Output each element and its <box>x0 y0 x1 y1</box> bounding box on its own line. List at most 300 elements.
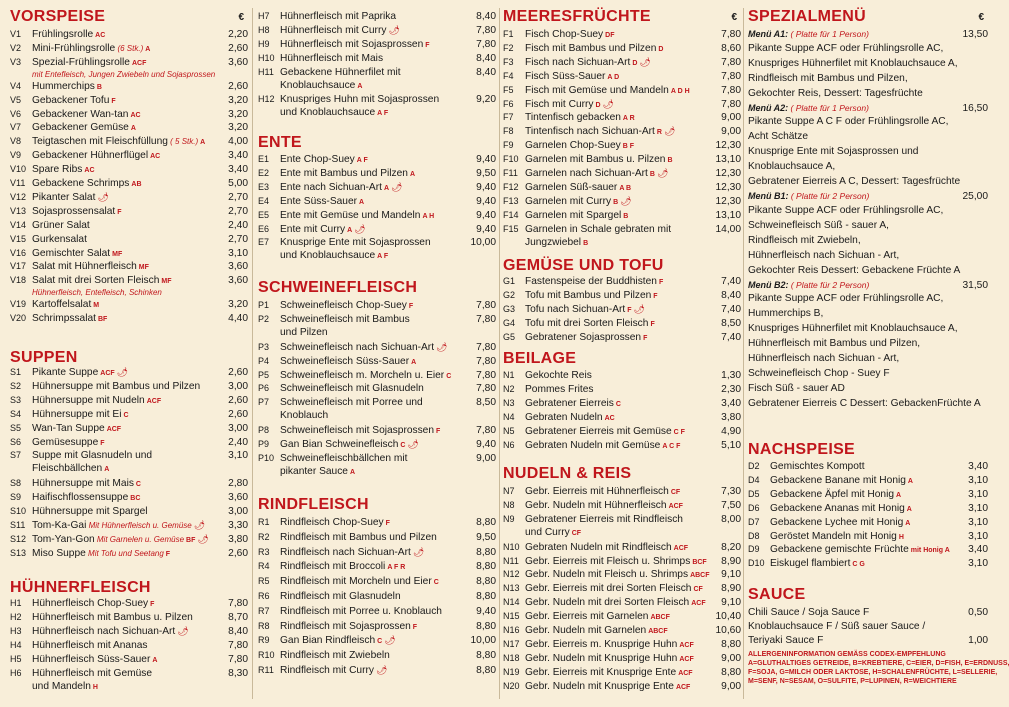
item-price: 3,40 <box>968 544 988 556</box>
allergen-code: A R <box>622 115 635 123</box>
item-name: Hühnersuppe mit Spargel <box>32 506 148 517</box>
item-price: 3,10 <box>968 502 988 514</box>
item-code: G1 <box>503 276 516 286</box>
allergen-code: ACF <box>146 397 162 405</box>
allergen-code: F <box>627 306 632 314</box>
allergen-code: A C F <box>662 442 681 450</box>
menu-column <box>258 0 496 707</box>
item-code: S13 <box>10 547 27 558</box>
item-name: Schrimpssalat BF <box>32 313 108 325</box>
item-price: 8,80 <box>721 666 741 678</box>
item-price: 7,80 <box>228 639 248 651</box>
menu-set-header: Menü B1: ( Platte für 2 Person) 25,00 <box>748 191 988 203</box>
item-name: Tom-Ka-Gai Mit Hühnerfleisch u. Gemüse 🌶 <box>32 519 206 531</box>
item-note: ( 5 Stk.) <box>167 137 199 147</box>
item-name: Gebr. Nudeln mit Knusprige Ente ACF <box>525 680 691 692</box>
allergen-code: B F <box>622 143 634 151</box>
menu-set-line: Knoblauchsauce A, <box>748 161 836 173</box>
item-name: Teigtaschen mit Fleischfüllung ( 5 Stk.) A <box>32 136 206 148</box>
menu-set-line: Rindfleisch mit Bambus und Pilzen, <box>748 72 908 84</box>
item-code: N14 <box>503 597 520 608</box>
item-name: Hühnerfleisch Süss-Sauer A <box>32 653 158 665</box>
item-code: S7 <box>10 450 22 461</box>
sauce-line: Knoblauchsauce F / Süß sauer Sauce / <box>748 621 926 632</box>
allergen-code: F <box>658 279 664 286</box>
item-price: 7,80 <box>476 341 496 353</box>
item-name: Schweinefleischbällchen mit pikanter Sauce A <box>280 452 408 477</box>
item-name: Salat mit drei Sorten Fleisch MF <box>32 275 172 287</box>
menu-set-line: Hühnerfleisch nach Sichuan - Art, <box>748 249 900 261</box>
item-price: 13,10 <box>715 154 741 166</box>
item-code: H3 <box>10 625 22 636</box>
allergen-code: AC <box>84 167 95 175</box>
allergen-code: C <box>446 372 452 380</box>
item-name: Hühnersuppe mit Nudeln ACF <box>32 394 162 406</box>
item-code: N17 <box>503 638 520 649</box>
item-code: V13 <box>10 205 27 216</box>
item-price: 7,80 <box>721 98 741 110</box>
allergen-code: CF <box>693 586 703 594</box>
item-name: Haifischflossensuppe BC <box>32 492 141 504</box>
item-price: 3,10 <box>968 558 988 570</box>
allergen-code: A <box>104 466 110 474</box>
item-price: 8,80 <box>476 591 496 602</box>
allergen-code: M <box>93 302 100 310</box>
column-divider <box>252 8 253 699</box>
menu-set-line: Knusprige Ente mit Sojasprossen und <box>748 146 919 158</box>
allergen-code: A F <box>356 157 368 164</box>
section-title: ENTE <box>258 134 302 151</box>
item-name: Hühnersuppe mit Ei C <box>32 408 129 420</box>
item-code: S10 <box>10 506 27 516</box>
chili-icon: 🌶 <box>633 303 645 314</box>
item-price: 2,40 <box>228 436 248 448</box>
item-code: V5 <box>10 94 22 105</box>
allergen-code: A <box>145 45 151 53</box>
item-code: D10 <box>748 558 765 569</box>
item-price: 2,70 <box>228 205 248 217</box>
item-name: Gan Bian Rindfleisch C 🌶 <box>280 635 396 647</box>
item-code: H5 <box>10 653 22 664</box>
item-name: Gebr. Nudeln mit Fleisch u. Shrimps ABCF <box>525 569 710 581</box>
allergen-code: F <box>412 623 418 631</box>
allergen-code: F <box>436 428 441 436</box>
allergen-code: C <box>433 579 439 587</box>
item-price: 3,10 <box>968 488 988 500</box>
section-title: NUDELN & REIS <box>503 465 632 482</box>
item-code: S5 <box>10 422 22 433</box>
item-name: Fisch Chop-Suey DF <box>525 29 615 40</box>
item-code: S1 <box>10 367 22 377</box>
menu-set-line: Knuspriges Hühnerfilet mit Knoblauchsauce A, <box>748 57 958 69</box>
item-name: Geröstet Mandeln mit Honig H <box>770 530 904 542</box>
item-code: H12 <box>258 94 275 105</box>
menu-set-line: Pikante Suppe ACF oder Frühlingsrolle AC, <box>748 293 944 305</box>
item-code: P5 <box>258 369 270 380</box>
menu-set-line: Gekochter Reis, Dessert: Tagesfrüchte <box>748 87 923 99</box>
allergen-code: DF <box>605 32 615 39</box>
allergen-code: A D H <box>670 87 690 95</box>
allergen-info: A=GLUTHALTIGES GETREIDE, B=KREBTIERE, C=EIER, D=FISH, E=ERDNUSS, <box>748 660 1009 667</box>
chili-icon: 🌶 <box>193 519 206 530</box>
item-price: 3,60 <box>228 56 248 68</box>
item-name: Gebackene Schrimps AB <box>32 178 142 189</box>
item-name: Garnelen Chop-Suey B F <box>525 140 634 152</box>
item-name: Gebr. Eierreis mit Fleisch u. Shrimps BCF <box>525 555 707 567</box>
item-code: V7 <box>10 122 22 133</box>
sauce-line: Chili Sauce / Soja Sauce F 0,50 <box>748 607 988 618</box>
item-name: Knuspriges Huhn mit Sojasprossen und Knoblauchsauce A F <box>280 94 440 119</box>
item-name: Rindfleisch mit Broccoli A F R <box>280 561 406 573</box>
menu-set-line: Pikante Suppe ACF oder Frühlingsrolle AC, <box>748 42 944 54</box>
item-name: Spezial-Frühlingsrolle ACF <box>32 56 147 68</box>
allergen-code: D <box>632 59 638 67</box>
item-code: G4 <box>503 317 516 328</box>
item-name: Hühnerfleisch mit Paprika <box>280 11 397 22</box>
allergen-code: R <box>656 129 662 137</box>
item-code: H7 <box>258 11 270 21</box>
item-name: Rindfleisch mit Morcheln und Eier C <box>280 576 439 588</box>
item-name: Rindfleisch mit Sojasprossen F <box>280 620 418 632</box>
item-name: Garnelen mit Spargel B <box>525 209 629 221</box>
item-price: 10,40 <box>715 611 741 623</box>
item-name: Gebackene Äpfel mit Honig A <box>770 488 902 500</box>
item-code: S9 <box>10 492 22 503</box>
item-price: 7,50 <box>721 499 741 511</box>
item-price: 13,10 <box>715 209 741 221</box>
item-name: Hühnerfleisch mit Gemüse und Mandeln H <box>32 667 153 692</box>
allergen-code: B <box>96 83 102 91</box>
item-code: R9 <box>258 635 270 646</box>
item-price: 8,60 <box>721 42 741 54</box>
item-code: R4 <box>258 561 270 572</box>
menu-set-line: Rindfleisch mit Zwiebeln, <box>748 234 861 246</box>
allergen-code: H <box>92 683 98 691</box>
item-name: Gekochte Reis <box>525 370 592 381</box>
allergen-code: MF <box>112 250 123 258</box>
item-name: Fisch mit Curry D 🌶 <box>525 98 614 110</box>
item-code: V17 <box>10 261 27 272</box>
allergen-code: A <box>347 226 353 234</box>
item-code: V15 <box>10 233 27 244</box>
item-price: 8,20 <box>721 541 741 553</box>
item-price: 12,30 <box>715 140 741 152</box>
item-code: D4 <box>748 474 760 485</box>
item-code: F13 <box>503 195 519 206</box>
item-code: F1 <box>503 29 514 39</box>
item-price: 7,80 <box>476 313 496 325</box>
item-name: Tintenfisch gebacken A R <box>525 112 635 124</box>
allergen-code: MF <box>161 278 172 286</box>
item-code: N7 <box>503 486 515 496</box>
item-price: 3,10 <box>968 516 988 528</box>
chili-icon: 🌶 <box>375 665 388 675</box>
allergen-code: B <box>583 239 589 247</box>
item-price: 8,40 <box>476 66 496 78</box>
item-price: 2,20 <box>228 29 248 40</box>
menu-set-line: Gekochter Reis Dessert: Gebackene Früchte A <box>748 264 961 276</box>
item-price: 2,60 <box>228 42 248 54</box>
item-price: 3,20 <box>228 94 248 106</box>
item-price: 9,40 <box>476 605 496 617</box>
item-code: N20 <box>503 680 520 691</box>
section-title: SAUCE <box>748 586 806 603</box>
item-price: 8,80 <box>721 638 741 650</box>
allergen-code: F <box>650 320 655 328</box>
allergen-code: C <box>135 481 141 489</box>
item-name: Hühnerfleisch mit Curry 🌶 <box>280 24 400 36</box>
item-price: 8,50 <box>476 397 496 409</box>
item-name: Rindfleisch mit Zwiebeln <box>280 650 390 662</box>
item-price: 14,00 <box>715 223 741 235</box>
item-price: 8,80 <box>476 620 496 632</box>
chili-icon: 🌶 <box>116 367 129 377</box>
item-code: P10 <box>258 452 275 463</box>
column-divider <box>499 8 500 699</box>
allergen-code: A <box>409 170 416 178</box>
item-price: 3,40 <box>228 150 248 162</box>
chili-icon: 🌶 <box>407 439 419 449</box>
item-price: 2,60 <box>228 394 248 406</box>
item-price: 7,80 <box>721 70 741 82</box>
item-code: P2 <box>258 313 270 324</box>
item-price: 7,80 <box>476 24 496 36</box>
item-name: Sojasprossensalat F <box>32 205 122 217</box>
item-name: Gebackene Lychee mit Honig A <box>770 516 911 528</box>
item-price: 7,80 <box>476 38 496 50</box>
item-price: 7,40 <box>721 303 741 315</box>
allergen-code: A <box>907 477 913 485</box>
item-price: 2,40 <box>228 219 248 231</box>
item-price: 9,40 <box>476 181 496 193</box>
item-name: Garnelen mit Bambus u. Pilzen B <box>525 154 673 166</box>
item-price: 10,00 <box>470 237 496 249</box>
item-name: Rindfleisch mit Porree u. Knoblauch <box>280 605 442 617</box>
item-name: Schweinefleisch m. Morcheln u. Eier C <box>280 369 452 381</box>
item-price: 4,40 <box>228 313 248 325</box>
allergen-code: AB <box>131 181 142 188</box>
item-name: Gebr. Eierreis mit Knusprige Ente ACF <box>525 666 693 678</box>
item-code: D9 <box>748 544 760 555</box>
item-code: R1 <box>258 517 270 527</box>
item-code: H2 <box>10 611 22 622</box>
chili-icon: 🌶 <box>663 126 676 137</box>
item-code: E6 <box>258 223 270 234</box>
item-name: Gebr. Nudeln mit Hühnerfleisch ACF <box>525 499 683 511</box>
item-code: N2 <box>503 383 515 394</box>
item-code: H8 <box>258 24 270 35</box>
chili-icon: 🌶 <box>177 625 189 636</box>
allergen-code: B <box>613 198 619 206</box>
item-name: Schweinefleisch Chop-Suey F <box>280 300 414 311</box>
item-code: N9 <box>503 513 515 524</box>
item-code: G2 <box>503 289 516 300</box>
item-price: 3,80 <box>228 533 248 545</box>
item-price: 3,00 <box>228 422 248 434</box>
allergen-code: D <box>658 45 664 53</box>
item-code: F15 <box>503 223 519 234</box>
menu-set-line: Pikante Suppe A C F oder Frühlingsrolle AC, <box>748 116 949 128</box>
allergen-code: C G <box>852 561 865 569</box>
item-code: P7 <box>258 397 270 408</box>
item-name: Tofu mit Bambus und Pilzen F <box>525 289 658 301</box>
allergen-code: F <box>653 292 658 300</box>
item-code: S4 <box>10 408 22 419</box>
item-price: 3,10 <box>228 450 248 462</box>
chili-icon: 🌶 <box>97 191 109 202</box>
item-name: Wan-Tan Suppe ACF <box>32 422 122 434</box>
item-code: H10 <box>258 52 275 63</box>
allergen-code: F <box>425 41 430 49</box>
section-title: SUPPEN <box>10 349 78 366</box>
item-code: P9 <box>258 439 270 449</box>
item-price: 8,90 <box>721 555 741 567</box>
allergen-code: AC <box>130 111 141 119</box>
item-code: V16 <box>10 247 27 258</box>
item-note: (6 Stk.) <box>115 43 144 53</box>
item-code: D2 <box>748 461 760 471</box>
item-price: 3,60 <box>228 261 248 273</box>
item-price: 7,80 <box>721 84 741 96</box>
allergen-code: A H <box>422 212 435 220</box>
item-name: Gebraten Nudeln AC <box>525 411 615 423</box>
item-price: 4,90 <box>721 425 741 437</box>
item-name: Schweinefleisch mit Glasnudeln <box>280 383 424 395</box>
allergen-code: C <box>123 411 129 419</box>
item-code: S2 <box>10 380 22 391</box>
menu-set-line: Acht Schätze <box>748 131 809 143</box>
item-name: Garnelen nach Sichuan-Art B 🌶 <box>525 168 669 179</box>
section-title: SCHWEINEFLEISCH <box>258 279 418 296</box>
item-name: Rindfleisch nach Sichuan-Art 🌶 <box>280 546 425 558</box>
item-code: D5 <box>748 488 760 499</box>
item-price: 3,20 <box>228 108 248 120</box>
item-code: N10 <box>503 541 520 552</box>
item-price: 4,00 <box>228 136 248 148</box>
item-price: 2,70 <box>228 191 248 203</box>
item-code: H11 <box>258 66 274 77</box>
allergen-code: ABCF <box>690 572 710 580</box>
item-code: V6 <box>10 108 22 119</box>
menu-set-line: Hühnerfleisch nach Sichuan - Art, <box>748 353 900 365</box>
item-price: 9,40 <box>476 209 496 221</box>
item-price: 3,20 <box>228 299 248 311</box>
item-code: N4 <box>503 411 515 422</box>
item-code: V12 <box>10 191 27 202</box>
item-price: 3,10 <box>228 247 248 259</box>
item-code: H6 <box>10 667 22 678</box>
currency-symbol: € <box>978 12 984 23</box>
item-price: 10,60 <box>715 625 741 636</box>
chili-icon: 🌶 <box>354 223 366 234</box>
menu-set-line: Fisch Süß - sauer AD <box>748 383 845 395</box>
item-price: 8,30 <box>228 667 248 679</box>
item-code: E2 <box>258 167 270 178</box>
item-code: N13 <box>503 583 520 594</box>
item-price: 5,00 <box>228 178 248 189</box>
item-name: Ente nach Sichuan-Art A 🌶 <box>280 181 403 193</box>
item-name: Hühnersuppe mit Mais C <box>32 478 141 490</box>
item-code: S12 <box>10 533 27 544</box>
item-code: V9 <box>10 150 22 161</box>
item-name: Gemüsesuppe F <box>32 436 105 448</box>
allergen-code: A <box>130 125 136 133</box>
item-code: N6 <box>503 439 515 450</box>
item-price: 8,80 <box>476 650 496 662</box>
item-code: P6 <box>258 383 270 394</box>
allergen-code: F <box>643 334 648 342</box>
item-price: 2,60 <box>228 408 248 420</box>
section-title: BEILAGE <box>503 350 577 367</box>
allergen-info: F=SOJA, G=MILCH ODER LAKTOSE, H=SCHALENFRÜCHTE, L=SELLERIE, <box>748 669 998 676</box>
item-code: H4 <box>10 639 22 650</box>
item-code: V11 <box>10 178 26 188</box>
item-name: Ente mit Curry A 🌶 <box>280 223 366 235</box>
item-name: Gebackener Tofu F <box>32 94 116 106</box>
item-price: 8,40 <box>476 52 496 64</box>
chili-icon: 🌶 <box>602 98 614 109</box>
item-name: Frühlingsrolle AC <box>32 29 106 40</box>
item-name: Rindfleisch mit Glasnudeln <box>280 591 401 602</box>
allergen-code: A F R <box>387 564 406 572</box>
allergen-code: A <box>200 139 206 147</box>
item-price: 9,20 <box>476 94 496 106</box>
item-name: Pikante Suppe ACF 🌶 <box>32 367 129 378</box>
item-note: Mit Hühnerfleisch u. Gemüse <box>86 520 192 530</box>
item-code: N1 <box>503 370 515 380</box>
item-code: S3 <box>10 394 22 405</box>
item-price: 9,10 <box>721 597 741 609</box>
item-code: R5 <box>258 576 270 587</box>
item-price: 3,00 <box>228 380 248 392</box>
item-price: 3,40 <box>228 164 248 176</box>
item-price: 7,30 <box>721 486 741 497</box>
item-code: R11 <box>258 665 274 675</box>
item-name: Gemischtes Kompott <box>770 461 865 472</box>
item-price: 9,50 <box>476 531 496 543</box>
item-code: N5 <box>503 425 515 436</box>
item-code: V8 <box>10 136 22 147</box>
menu-set-line: Schweinefleisch Chop - Suey F <box>748 368 890 380</box>
allergen-info: M=SENF, N=SESAM, O=SULFITE, P=LUPINEN, R=WEICHTIERE <box>748 678 957 685</box>
item-price: 8,70 <box>228 611 248 623</box>
item-price: 7,40 <box>721 276 741 287</box>
item-code: R6 <box>258 591 270 601</box>
section-title: SPEZIALMENÜ <box>748 8 866 25</box>
item-code: F5 <box>503 84 514 95</box>
item-price: 3,60 <box>228 492 248 504</box>
item-price: 8,00 <box>721 513 741 525</box>
item-code: N19 <box>503 666 520 677</box>
chili-icon: 🌶 <box>197 533 209 544</box>
allergen-code: ACF <box>679 655 694 663</box>
menu-set-header: Menü B2: ( Platte für 2 Person) 31,50 <box>748 279 988 291</box>
allergen-code: A B <box>619 184 632 192</box>
allergen-code: ACF <box>100 370 115 377</box>
item-code: G5 <box>503 331 516 342</box>
item-name: Hühnersuppe mit Bambus und Pilzen <box>32 380 201 392</box>
allergen-code: C <box>400 442 406 449</box>
allergen-code: AC <box>604 414 615 422</box>
allergen-code: CF <box>670 489 681 496</box>
item-price: 9,40 <box>476 439 496 450</box>
allergen-code: ACF <box>668 502 683 510</box>
item-code: V4 <box>10 80 22 91</box>
item-price: 7,80 <box>476 355 496 367</box>
menu-column <box>503 0 741 707</box>
item-code: E5 <box>258 209 270 220</box>
allergen-code: B <box>667 157 673 165</box>
